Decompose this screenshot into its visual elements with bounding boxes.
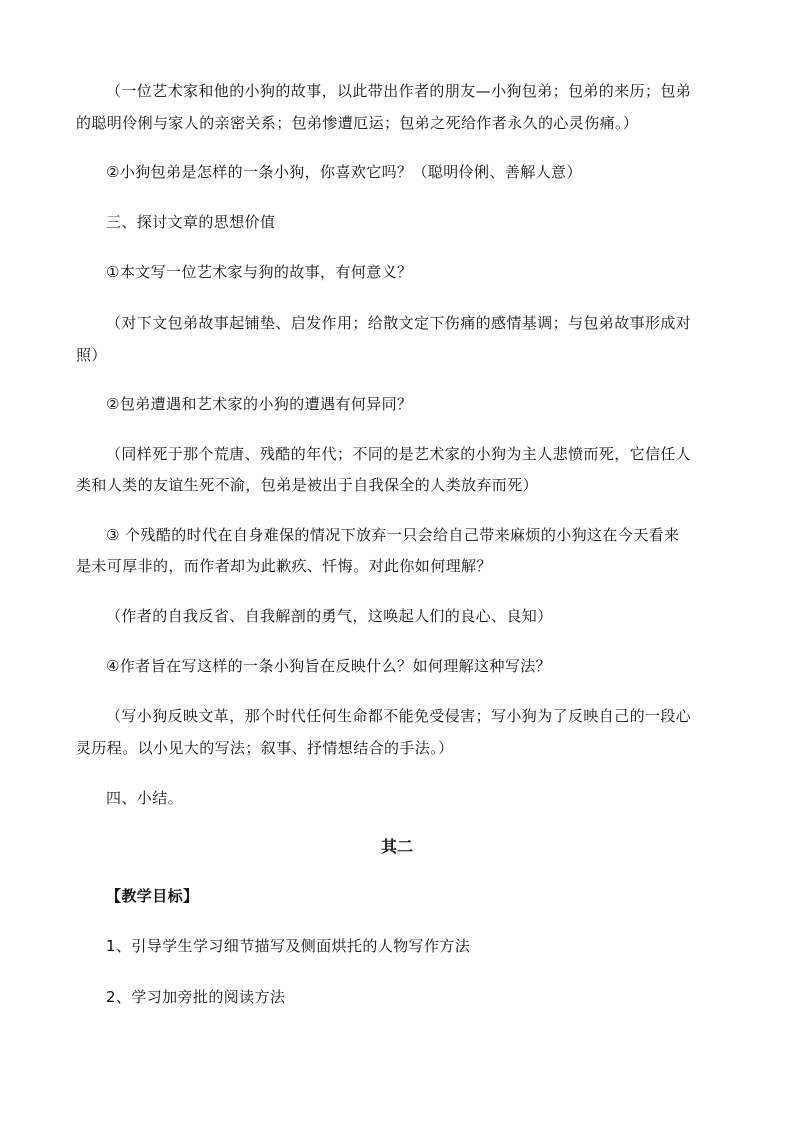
answer-line: （对下文包弟故事起铺垫、启发作用；给散文定下伤痛的感情基调；与包弟故事形成对: [106, 314, 692, 332]
question-line: ④作者旨在写这样的一条小狗旨在反映什么？如何理解这种写法？: [106, 657, 552, 675]
list-item: 2、学习加旁批的阅读方法: [106, 988, 286, 1006]
question-line: ②包弟遭遇和艺术家的小狗的遭遇有何异同？: [106, 395, 413, 413]
paragraph-line: （一位艺术家和他的小狗的故事，以此带出作者的朋友—小狗包弟；包弟的来历；包弟: [106, 82, 692, 100]
answer-line: （作者的自我反省、自我解剖的勇气，这唤起人们的良心、良知）: [106, 607, 553, 625]
section-heading: 【教学目标】: [106, 887, 199, 905]
answer-line: （同样死于那个荒唐、残酷的年代；不同的是艺术家的小狗为主人悲愤而死，它信任人: [106, 445, 692, 463]
part-title: 其二: [380, 837, 413, 856]
question-line: ①本文写一位艺术家与狗的故事，有何意义？: [106, 263, 413, 281]
paragraph-line: 的聪明伶俐与家人的亲密关系；包弟惨遭厄运；包弟之死给作者永久的心灵伤痛。）: [76, 114, 639, 132]
list-item: 1、引导学生学习细节描写及侧面烘托的人物写作方法: [106, 937, 471, 955]
answer-line: 照）: [76, 346, 107, 364]
question-line: ②小狗包弟是怎样的一条小狗，你喜欢它吗？（聪明伶俐、善解人意）: [106, 163, 582, 181]
answer-line: 类和人类的友谊生死不渝，包弟是被出于自我保全的人类放弃而死）: [76, 476, 539, 494]
question-line: ③ 个残酷的时代在自身难保的情况下放弃一只会给自己带来麻烦的小狗这在今天看来: [106, 526, 680, 544]
answer-line: （写小狗反映文革，那个时代任何生命都不能免受侵害；写小狗为了反映自己的一段心: [106, 707, 692, 725]
question-line: 是未可厚非的，而作者却为此歉疚、忏悔。对此你如何理解？: [76, 557, 492, 575]
section-heading: 四、小结。: [106, 789, 184, 807]
answer-line: 灵历程。以小见大的写法；叙事、抒情想结合的手法。）: [76, 739, 454, 757]
section-heading: 三、探讨文章的思想价值: [106, 213, 276, 231]
